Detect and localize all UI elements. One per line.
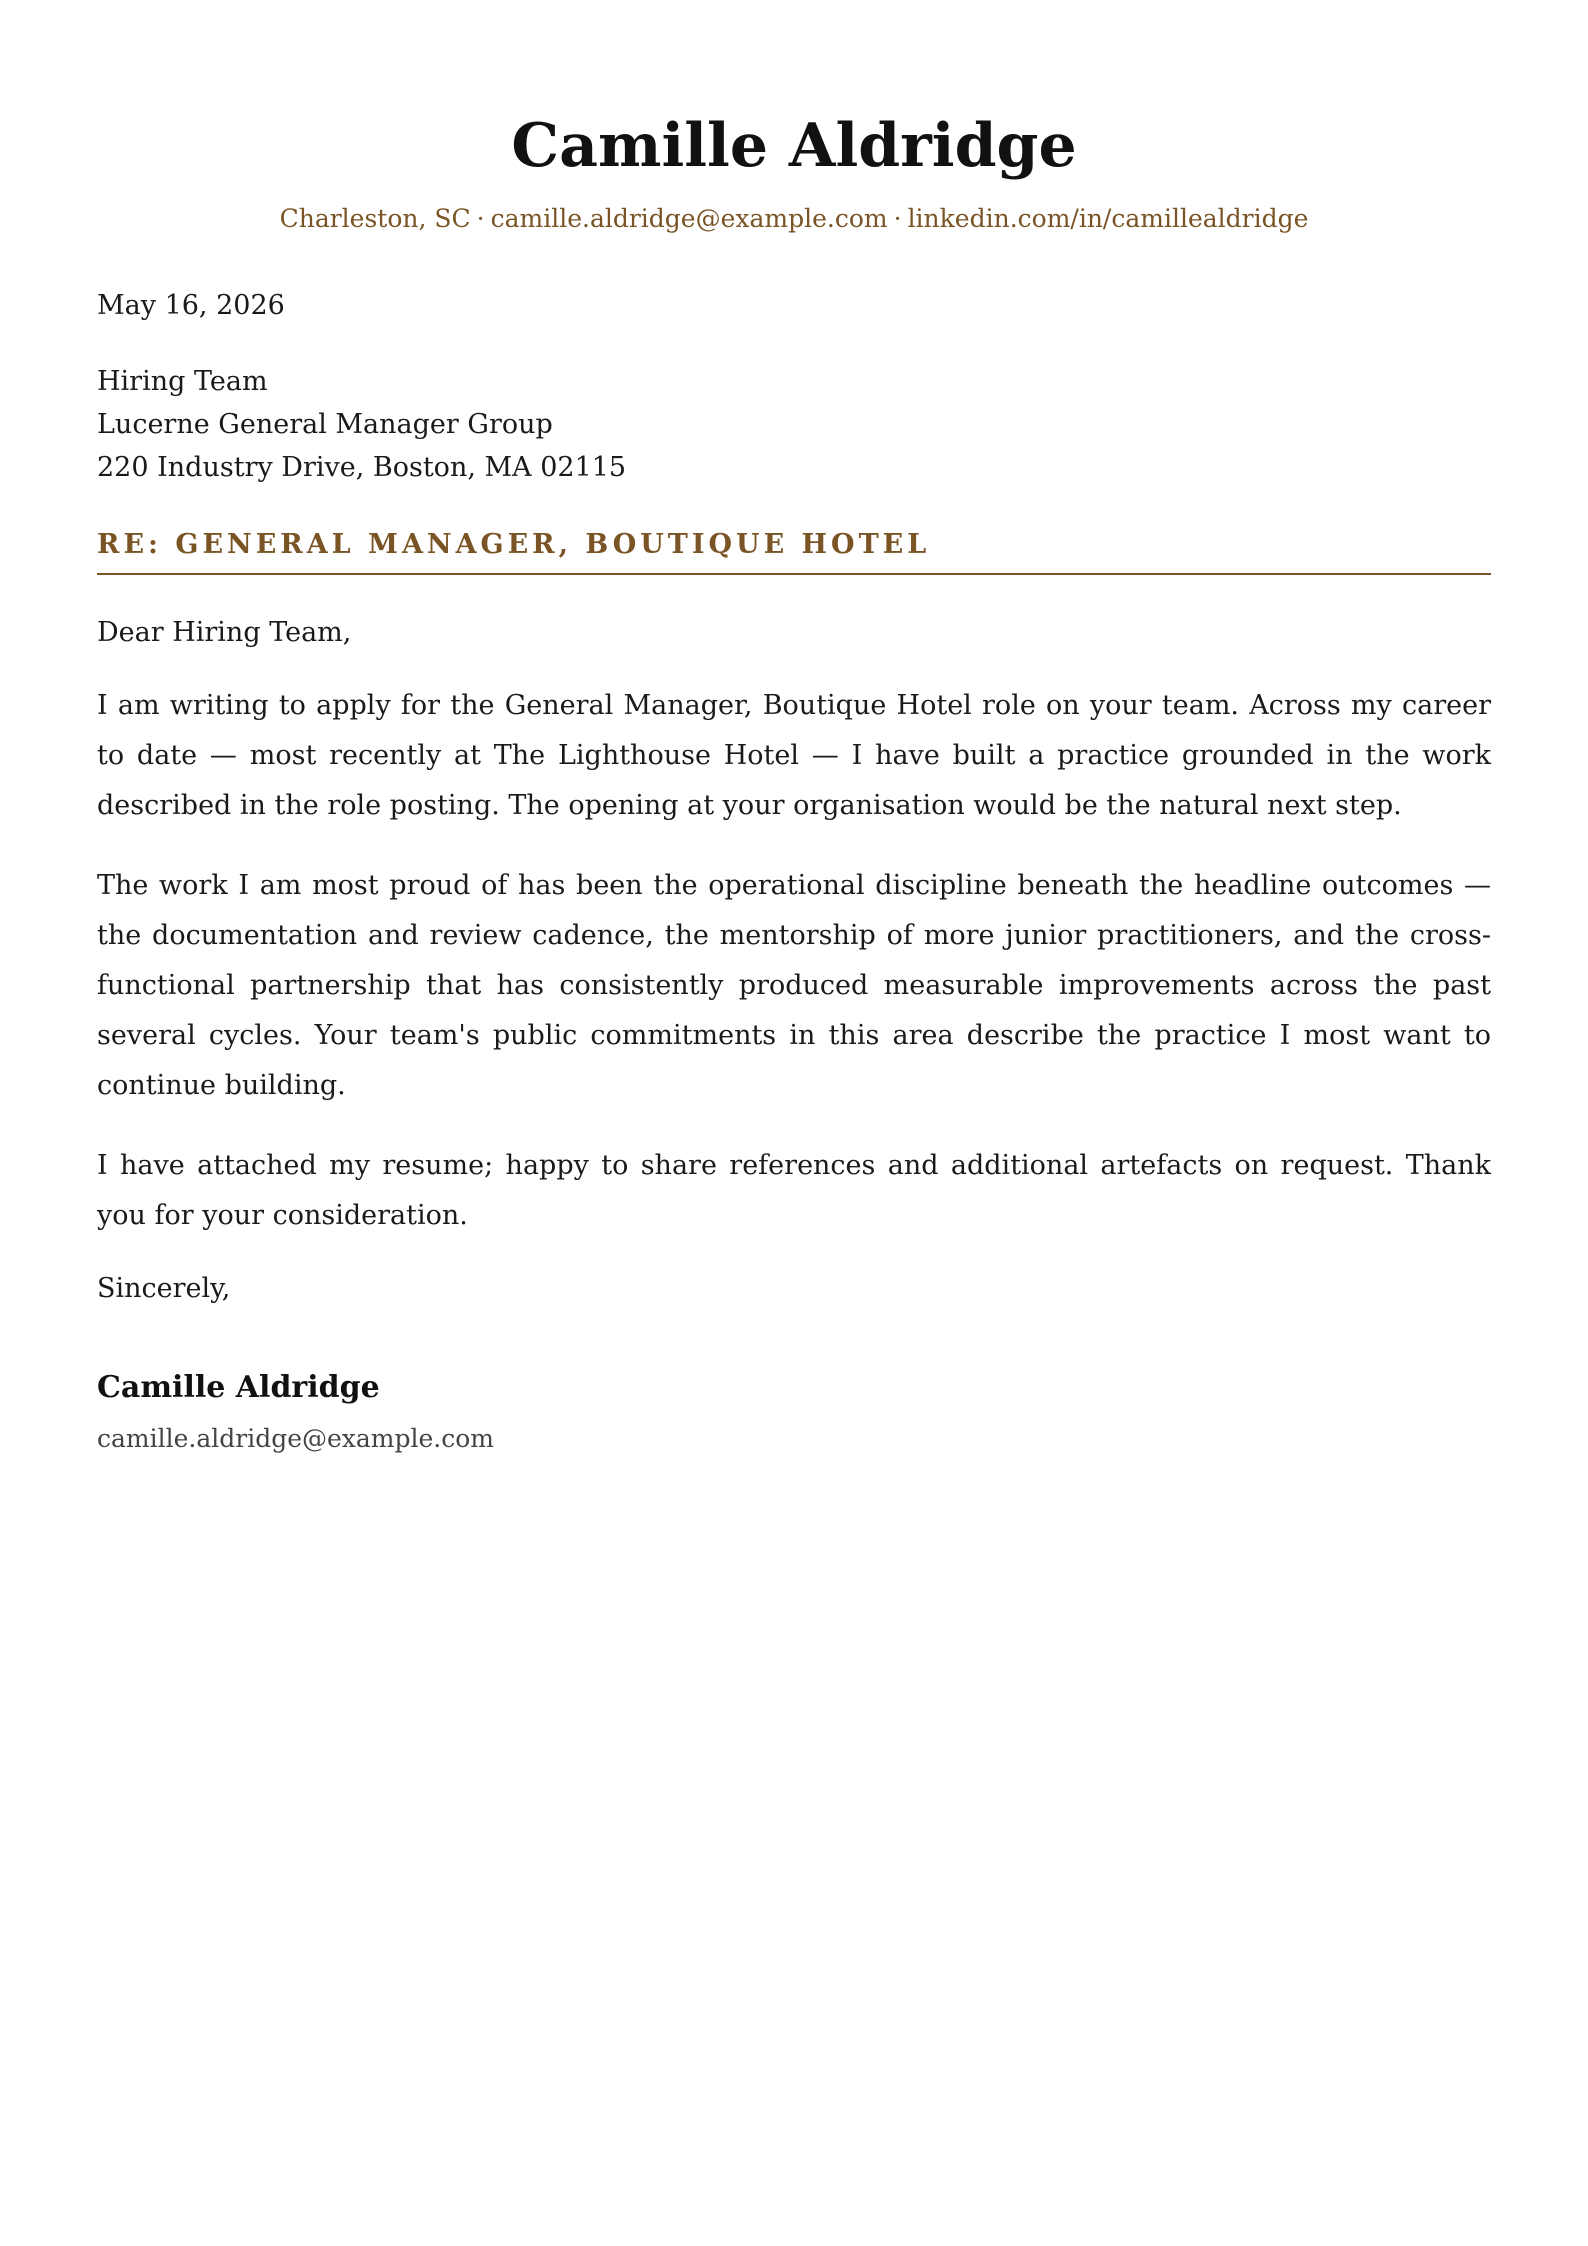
body-paragraph: I have attached my resume; happy to share references and additional artefacts on request. Thank you for your consideration. xyxy=(97,1150,1491,1231)
recipient-line: Hiring Team xyxy=(97,366,268,397)
contact-line xyxy=(97,202,1491,236)
recipient-address: 220 Industry Drive, Boston, MA 02115 xyxy=(97,452,627,483)
letter-header xyxy=(97,0,1491,236)
signature-email: camille.aldridge@example.com xyxy=(97,1424,494,1453)
contact-linkedin: linkedin.com/in/camillealdridge xyxy=(907,204,1309,233)
contact-email: camille.aldridge@example.com xyxy=(490,204,888,233)
signature-name: Camille Aldridge xyxy=(97,1370,380,1405)
subject-line: RE: GENERAL MANAGER, BOUTIQUE HOTEL xyxy=(97,527,1491,575)
salutation: Dear Hiring Team, xyxy=(97,617,352,648)
closing: Sincerely, xyxy=(97,1273,231,1304)
sender-name: Camille Aldridge xyxy=(511,111,1077,181)
contact-separator: · xyxy=(893,204,902,233)
contact-location: Charleston, SC xyxy=(279,204,471,233)
recipient-company: Lucerne General Manager Group xyxy=(97,409,553,440)
contact-separator: · xyxy=(476,204,485,233)
letter-date: May 16, 2026 xyxy=(97,290,285,321)
body-paragraph: The work I am most proud of has been the operational discipline beneath the headline outcomes — the documentation and review cadence, the mentorship of more junior practitioners, and the cross-functional partnership that has consistently produced measurable improvements across the past several cycles. Your team's public commitments in this area describe the practice I most want to continue building. xyxy=(97,870,1491,1101)
recipient-block xyxy=(97,360,1491,489)
body-paragraph: I am writing to apply for the General Manager, Boutique Hotel role on your team. Across my career to date — most recently at The Lighthouse Hotel — I have built a practice grounded in the work described in the role posting. The opening at your organisation would be the natural next step. xyxy=(97,690,1491,821)
